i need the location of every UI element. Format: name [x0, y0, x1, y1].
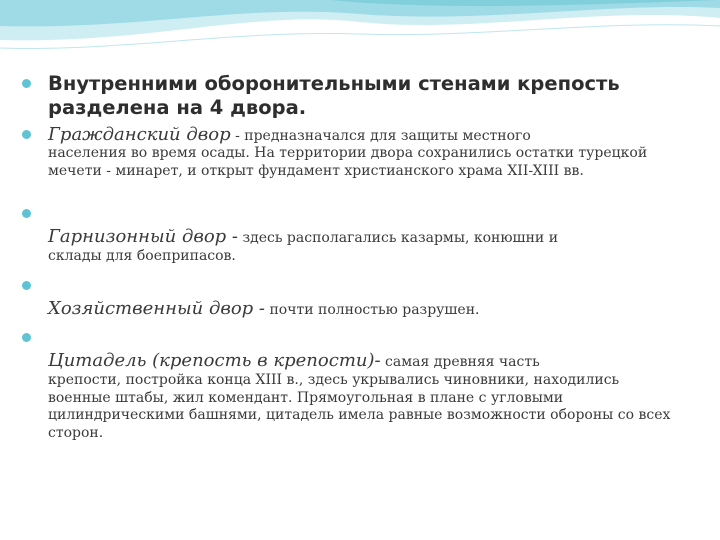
bullet-icon: [22, 333, 31, 342]
slide-heading: Внутренними оборонительными стенами крепость разделена на 4 двора.: [48, 72, 620, 119]
bullet-item-1: [22, 72, 668, 120]
bullet-icon: [22, 281, 31, 290]
bullet-continuation: населения во время осады. На территории двора сохранились остатки турецкой мечети - минарет, и открыт фундамент христианского храма XII-XIII вв.: [48, 145, 648, 179]
bullet-text: почти полностью разрушен.: [265, 302, 480, 318]
bullet-lead: Гражданский двор: [48, 124, 231, 145]
bullet-item-3: [22, 208, 668, 266]
bullet-icon: [22, 209, 31, 218]
header-wave-decoration: [0, 0, 720, 80]
bullet-text: самая древняя часть: [380, 354, 540, 370]
bullet-item-2: [22, 124, 668, 180]
bullet-text: - предназначался для защиты местного: [230, 128, 531, 144]
bullet-continuation: склады для боеприпасов.: [48, 248, 236, 264]
bullet-continuation: крепости, постройка конца XIII в., здесь укрывались чиновники, находились военные штабы, жил комендант. Прямоугольная в плане с угловыми цилиндрическими башнями, цитадель имела равные возможности обороны со всех сторон.: [48, 372, 671, 441]
bullet-text: здесь располагались казармы, конюшни и: [238, 230, 559, 246]
bullet-item-4: [22, 280, 668, 321]
bullet-lead: Гарнизонный двор -: [48, 226, 239, 247]
bullet-lead: Цитадель (крепость в крепости)-: [48, 350, 381, 371]
bullet-icon: [22, 79, 31, 88]
bullet-item-5: [22, 332, 678, 442]
bullet-icon: [22, 130, 31, 139]
bullet-lead: Хозяйственный двор -: [48, 298, 265, 319]
